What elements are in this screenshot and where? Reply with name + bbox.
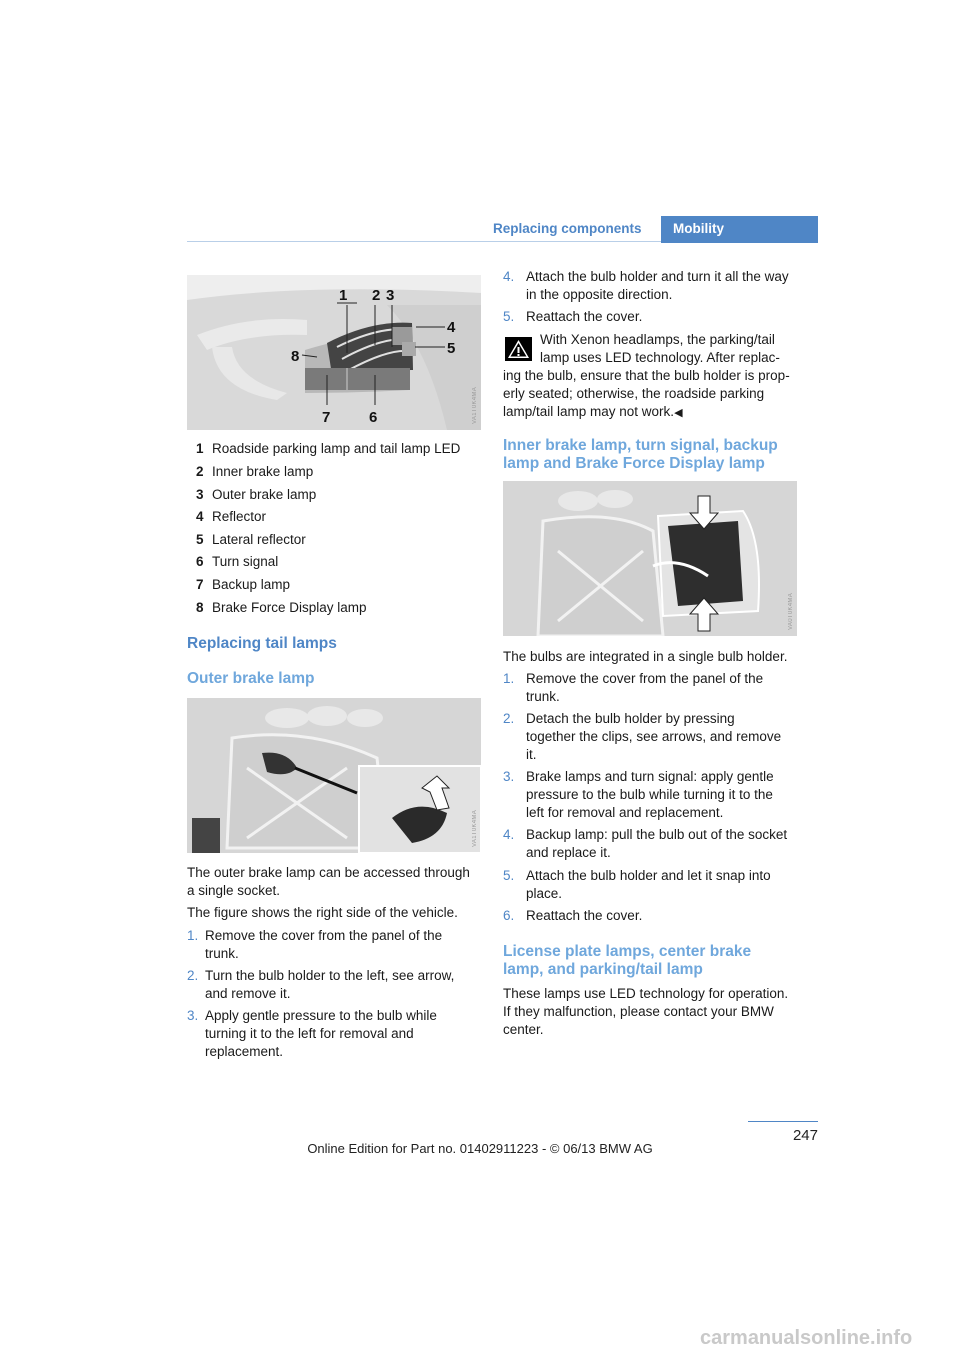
taillamp-illustration xyxy=(187,275,481,430)
outer-brake-illustration xyxy=(187,698,481,853)
outer-step-5: 5. Reattach the cover. xyxy=(503,309,643,324)
inner-brake-heading: Inner brake lamp, turn signal, backup lamp and Brake Force Display lamp xyxy=(503,437,778,472)
legend-item: 3 Outer brake lamp xyxy=(196,487,317,502)
figure-code: VA1T0K4MA xyxy=(472,810,478,847)
inner-brake-illustration xyxy=(503,481,797,636)
chapter-title: Mobility xyxy=(673,221,724,236)
warning-line: lamp uses LED technology. After replac- xyxy=(540,350,780,365)
callout-7: 7 xyxy=(322,409,331,426)
page-number-rule xyxy=(748,1121,818,1122)
legend-item: 4 Reflector xyxy=(196,509,267,524)
warning-line: lamp/tail lamp may not work.◀ xyxy=(503,404,683,419)
legend-item: 5 Lateral reflector xyxy=(196,532,306,547)
figure-code: VA0T0K4MA xyxy=(788,593,794,630)
outer-step-2: 2. Turn the bulb holder to the left, see arrow, and remove it. xyxy=(187,968,455,1001)
chapter-tab xyxy=(661,216,818,243)
callout-6: 6 xyxy=(369,409,378,426)
outer-step-3: 3. Apply gentle pressure to the bulb while turning it to the left for removal and replacement. xyxy=(187,1008,437,1059)
edition-footer: Online Edition for Part no. 01402911223 - © 06/13 BMW AG xyxy=(307,1141,653,1156)
inner-brake-figure xyxy=(503,481,797,636)
outer-step-4: 4. Attach the bulb holder and turn it all the way in the opposite direction. xyxy=(503,269,789,302)
site-watermark: carmanualsonline.info xyxy=(700,1327,913,1349)
legend-item: 1 Roadside parking lamp and tail lamp LED xyxy=(196,441,461,456)
callout-8: 8 xyxy=(291,348,300,365)
inner-step-4: 4. Backup lamp: pull the bulb out of the socket and replace it. xyxy=(503,827,788,860)
license-plate-text: These lamps use LED technology for operation. If they malfunction, please contact your BMW center. xyxy=(503,986,789,1037)
outer-brake-intro: The outer brake lamp can be accessed through a single socket. xyxy=(187,865,470,898)
header-rule xyxy=(187,241,661,242)
warning-line: ing the bulb, ensure that the bulb holder is prop- xyxy=(503,368,790,383)
outer-brake-lamp-heading: Outer brake lamp xyxy=(187,670,315,687)
inner-step-3: 3. Brake lamps and turn signal: apply gentle pressure to the bulb while turning it to the left for removal and replacement. xyxy=(503,769,774,820)
callout-5: 5 xyxy=(447,340,456,357)
inner-brake-intro: The bulbs are integrated in a single bulb holder. xyxy=(503,649,788,664)
outer-brake-note: The figure shows the right side of the vehicle. xyxy=(187,905,458,920)
legend-item: 7 Backup lamp xyxy=(196,577,291,592)
outer-brake-figure xyxy=(187,698,481,853)
warning-line: erly seated; otherwise, the roadside parking xyxy=(503,386,765,401)
callout-1: 1 xyxy=(339,287,348,304)
inner-step-5: 5. Attach the bulb holder and let it snap into place. xyxy=(503,868,771,901)
legend-item: 2 Inner brake lamp xyxy=(196,464,314,479)
warning-triangle-icon xyxy=(505,337,532,361)
replacing-tail-lamps-heading: Replacing tail lamps xyxy=(187,635,337,652)
callout-3: 3 xyxy=(386,287,395,304)
running-section-title: Replacing components xyxy=(493,221,642,236)
license-plate-heading: License plate lamps, center brake lamp, and parking/tail lamp xyxy=(503,943,752,978)
figure-code: VA1T0K4MA xyxy=(472,387,478,424)
inner-step-2: 2. Detach the bulb holder by pressing together the clips, see arrows, and remove it. xyxy=(503,711,782,762)
legend-item: 8 Brake Force Display lamp xyxy=(196,600,367,615)
inner-step-1: 1. Remove the cover from the panel of the trunk. xyxy=(503,671,764,704)
callout-2: 2 xyxy=(372,287,381,304)
callout-4: 4 xyxy=(447,319,456,336)
outer-step-1: 1. Remove the cover from the panel of the trunk. xyxy=(187,928,443,961)
end-mark-icon: ◀ xyxy=(674,407,683,419)
legend-item: 6 Turn signal xyxy=(196,554,279,569)
page-number: 247 xyxy=(792,1127,818,1144)
taillamp-figure xyxy=(187,275,481,430)
warning-line: With Xenon headlamps, the parking/tail xyxy=(540,332,775,347)
inner-step-6: 6. Reattach the cover. xyxy=(503,908,643,923)
